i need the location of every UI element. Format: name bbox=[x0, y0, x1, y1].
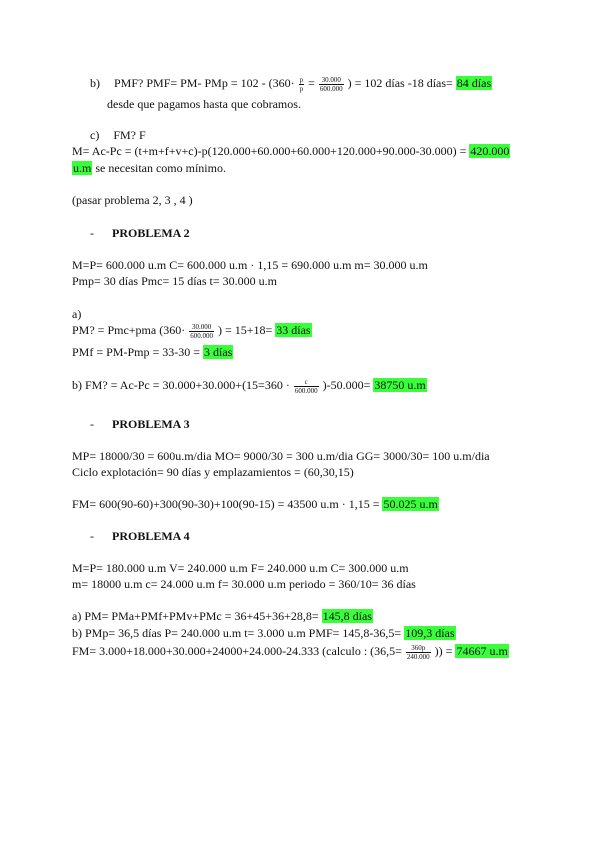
equation-line bbox=[72, 143, 510, 159]
highlighted-result: 84 días bbox=[456, 76, 492, 90]
data-line: m= 18000 u.m c= 24.000 u.m f= 30.000 u.m periodo = 360/10= 36 días bbox=[72, 577, 416, 591]
section-title: PROBLEMA 2 bbox=[112, 226, 190, 240]
note-text: (pasar problema 2, 3 , 4 ) bbox=[72, 193, 193, 207]
bullet-dash: - bbox=[90, 529, 94, 543]
text-segment: )-50.000= bbox=[322, 378, 374, 392]
data-line: Ciclo explotación= 90 días y emplazamientos = (60,30,15) bbox=[72, 465, 354, 479]
section-heading bbox=[90, 225, 190, 241]
text-segment: )) = bbox=[434, 644, 456, 658]
continuation-text: desde que pagamos hasta que cobramos. bbox=[107, 97, 301, 111]
text-segment: FM= 3.000+18.000+30.000+24000+24.000-24.333 (calculo : (36,5= bbox=[72, 644, 402, 658]
highlighted-result: 3 días bbox=[204, 345, 233, 359]
section-heading bbox=[90, 528, 190, 544]
text-segment: se necesitan como mínimo. bbox=[92, 161, 226, 175]
section-title: PROBLEMA 4 bbox=[112, 529, 190, 543]
data-line: M=P= 600.000 u.m C= 600.000 u.m · 1,15 = 690.000 u.m m= 30.000 u.m bbox=[72, 258, 428, 272]
data-line: Pmp= 30 días Pmc= 15 días t= 30.000 u.m bbox=[72, 274, 277, 288]
equation-line bbox=[72, 643, 509, 661]
highlighted-result: 33 días bbox=[276, 323, 311, 337]
fraction-numerator: 30.000 bbox=[189, 323, 214, 332]
highlighted-result: 38750 u.m bbox=[374, 378, 426, 392]
section-heading bbox=[90, 416, 190, 432]
text-segment: a) PM= PMa+PMf+PMv+PMc = 36+45+36+28,8= bbox=[72, 609, 322, 623]
fraction bbox=[294, 378, 319, 395]
text-segment: ) = 102 días -18 días= bbox=[347, 76, 456, 90]
fraction-denominator: 600.000 bbox=[294, 386, 318, 395]
fraction bbox=[319, 76, 344, 93]
bullet-dash: - bbox=[90, 417, 94, 431]
equation-line bbox=[72, 160, 226, 176]
equation-line bbox=[72, 625, 456, 641]
fraction bbox=[406, 644, 431, 661]
text-segment: PMf = PM-Pmp = 33-30 = bbox=[72, 345, 203, 359]
equation-line bbox=[72, 608, 373, 624]
fraction-numerator: p bbox=[299, 75, 304, 84]
equation-line bbox=[72, 322, 312, 340]
text-segment: FM= 600(90-60)+300(90-30)+100(90-15) = 43500 u.m · 1,15 = bbox=[72, 497, 383, 511]
text-segment: FM? F bbox=[113, 128, 146, 142]
fraction-numerator: c bbox=[294, 378, 319, 387]
fraction-numerator: 30.000 bbox=[319, 76, 344, 85]
equation-line bbox=[72, 344, 233, 360]
item-marker: a) bbox=[72, 307, 82, 321]
text-segment: b) PMp= 36,5 días P= 240.000 u.m t= 3.000 u.m PMF= 145,8-36,5= bbox=[72, 626, 405, 640]
equation-line bbox=[72, 377, 427, 395]
fraction-denominator: p bbox=[299, 84, 304, 93]
section-title: PROBLEMA 3 bbox=[112, 417, 190, 431]
highlighted-result: 420.000 bbox=[470, 144, 510, 158]
highlighted-result: 145,8 días bbox=[322, 609, 372, 623]
text-segment: PMF? PMF= PM- PMp = 102 - (360· bbox=[114, 76, 295, 90]
fraction-numerator: 360p bbox=[406, 644, 431, 653]
highlighted-result: 109,3 días bbox=[405, 626, 455, 640]
text-segment: ) = 15+18= bbox=[217, 323, 276, 337]
item-b-line bbox=[90, 75, 492, 93]
fraction-denominator: 600.000 bbox=[190, 331, 213, 340]
fraction bbox=[299, 76, 305, 93]
text-segment: PM? = Pmc+pma (360· bbox=[72, 323, 186, 337]
item-c-line bbox=[90, 127, 146, 143]
fraction-denominator: 240.000 bbox=[406, 652, 430, 661]
fraction-denominator: 600.000 bbox=[319, 84, 343, 93]
highlighted-result: u.m bbox=[73, 161, 92, 175]
item-c-marker: c) bbox=[90, 128, 100, 142]
highlighted-result: 74667 u.m bbox=[456, 644, 508, 658]
data-line: MP= 18000/30 = 600u.m/dia MO= 9000/30 = 300 u.m/dia GG= 3000/30= 100 u.m/dia bbox=[72, 449, 490, 463]
equation-line bbox=[72, 496, 439, 512]
data-line: M=P= 180.000 u.m V= 240.000 u.m F= 240.000 u.m C= 300.000 u.m bbox=[72, 561, 409, 575]
item-b-marker: b) bbox=[90, 76, 100, 90]
text-segment: b) FM? = Ac-Pc = 30.000+30.000+(15=360 · bbox=[72, 378, 290, 392]
fraction bbox=[189, 323, 214, 340]
text-segment: = bbox=[308, 76, 318, 90]
highlighted-result: 50.025 u.m bbox=[383, 497, 438, 511]
text-segment: M= Ac-Pc = (t+m+f+v+c)-p(120.000+60.000+60.000+120.000+90.000-30.000) = bbox=[72, 144, 470, 158]
bullet-dash: - bbox=[90, 226, 94, 240]
